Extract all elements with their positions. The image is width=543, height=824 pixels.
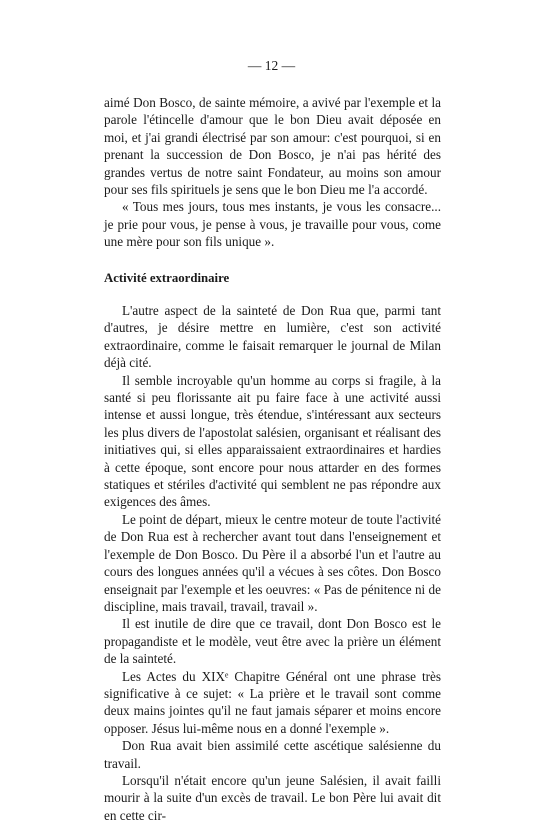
body-text-section-2 (104, 302, 441, 824)
section-heading: Activité extraordinaire (104, 271, 230, 285)
paragraph: Lorsqu'il n'était encore qu'un jeune Salésien, il avait failli mourir à la suite d'un excès de travail. Le bon Père lui avait dit en cette cir- (104, 772, 441, 823)
paragraph: Don Rua avait bien assimilé cette ascétique salésienne du travail. (104, 738, 441, 771)
paragraph: L'autre aspect de la sainteté de Don Rua que, parmi tant d'autres, je désire mettre en lumière, c'est son activité extraordinaire, comme le faisait remarquer le journal de Milan déjà cité. (104, 303, 441, 371)
paragraph: « Tous mes jours, tous mes instants, je vous les consacre... je prie pour vous, je pense à vous, je travaille pour vous, come une mère pour son fils unique ». (104, 199, 441, 250)
page-number: — 12 — (247, 58, 296, 73)
paragraph: Il est inutile de dire que ce travail, dont Don Bosco est le propagandiste et le modèle, veut être avec la prière un élément de la sainteté. (104, 616, 441, 667)
paragraph: Le point de départ, mieux le centre moteur de toute l'activité de Don Rua est à rechercher avant tout dans l'enseignement et l'exemple de Don Bosco. Du Père il a absorbé l'un et l'autre au cours des longues années qu'il a vécues à ses côtes. Don Bosco enseignait par l'exemple et les oeuvres: « Pas de pénitence ni de discipline, mais travail, travail, travail ». (104, 511, 441, 614)
paragraph: Il semble incroyable qu'un homme au corps si fragile, à la santé si peu florissante ait pu faire face à une activité aussi intense et aussi longue, très étendue, s'intéressant aux secteurs les plus divers de l'apostolat salésien, organisant et réalisant des initiatives qui, si elles apparaissaient extraordinaires et hardies à cette époque, sont encore pour nous attarder en des formes statiques et stériles d'activité qui semblent ne pas répondre aux exigences des âmes. (104, 372, 441, 510)
paragraph: aimé Don Bosco, de sainte mémoire, a avivé par l'exemple et la parole l'étincelle d'amour que le bon Dieu avait déposée en moi, et j'ai grandi électrisé par son amour: c'est pourquoi, si en prenant la succession de Don Bosco, je n'ai pas hérité des grandes vertus de notre saint Fondateur, au moins son amour pour ses fils spirituels je sens que le bon Dieu me l'a accordé. (104, 95, 441, 198)
paragraph: Les Actes du XIXᵉ Chapitre Général ont une phrase très significative à ce sujet: « La prière et le travail sont comme deux mains jointes qu'il ne faut jamais séparer et moins encore opposer. Jésus lui-même nous en a donné l'exemple ». (104, 668, 441, 736)
body-text-section-1 (104, 94, 441, 251)
